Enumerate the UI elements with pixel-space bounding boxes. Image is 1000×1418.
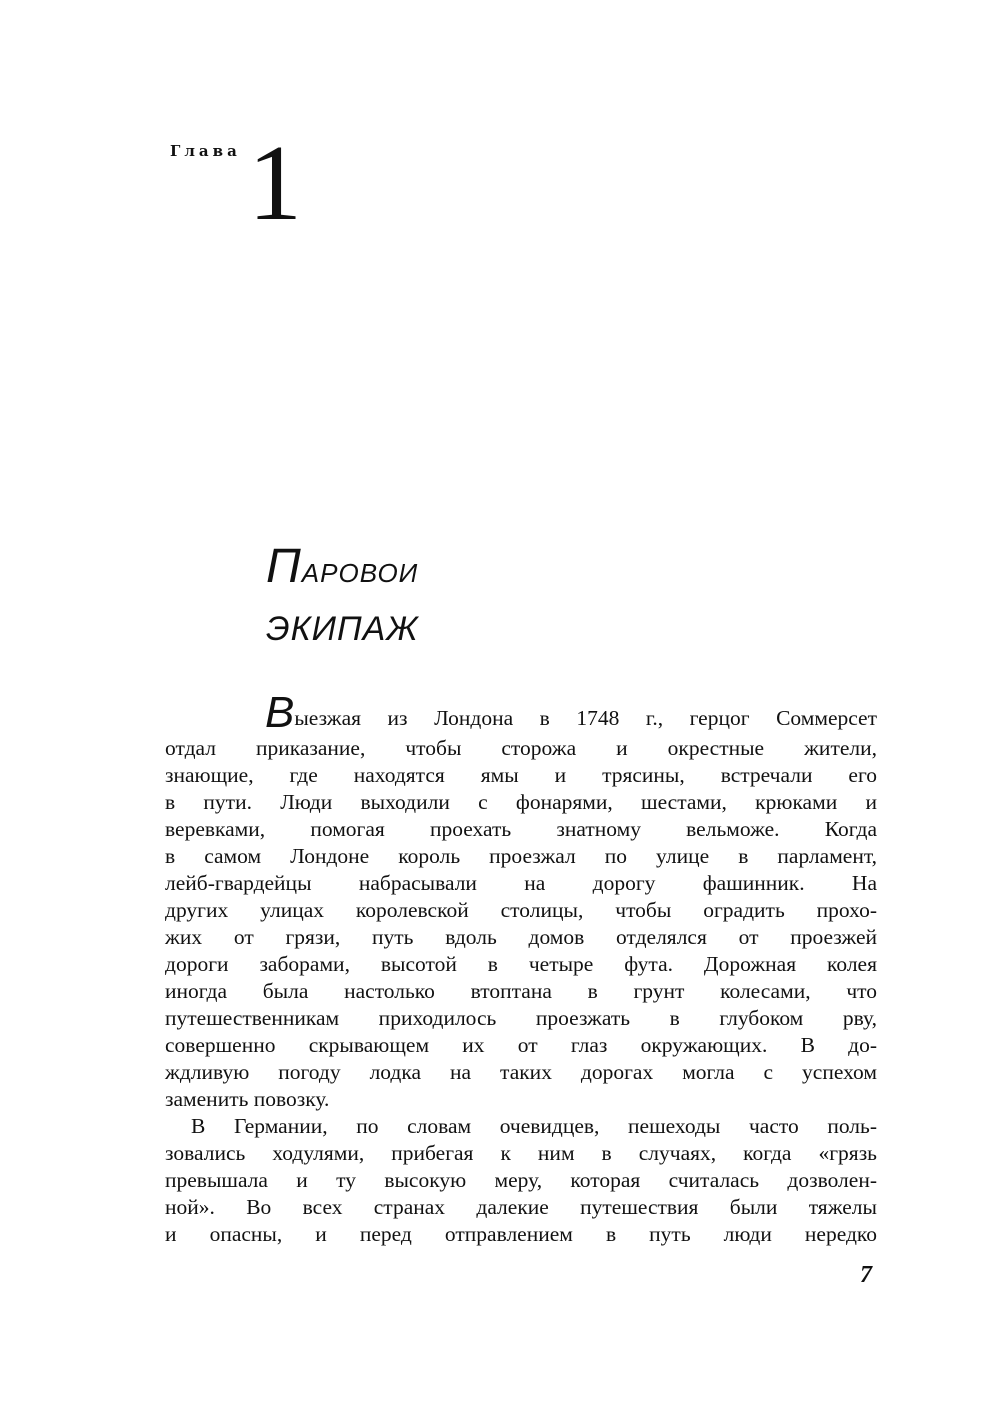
paragraph-1-line: знающие, где находятся ямы и трясины, встречали его <box>165 763 877 787</box>
paragraph-1-line: в пути. Люди выходили с фонарями, шестами, крюками и <box>165 790 877 814</box>
page-number: 7 <box>860 1262 872 1288</box>
paragraph-1-line: веревками, помогая проехать знатному вельможе. Когда <box>165 817 877 841</box>
paragraph-1-line: заменить повозку. <box>165 1087 330 1111</box>
drop-cap: В <box>265 688 295 737</box>
chapter-title-rest: аровои <box>301 549 419 590</box>
paragraph-1-line: иногда была настолько втоптана в грунт колесами, что <box>165 979 877 1003</box>
paragraph-1-line: других улицах королевской столицы, чтобы оградить прохо- <box>165 898 877 922</box>
paragraph-1-line: путешественникам приходилось проезжать в глубоком рву, <box>165 1006 877 1030</box>
paragraph-2-line: превышала и ту высокую меру, которая считалась дозволен- <box>165 1168 877 1192</box>
paragraph-1-line-1 <box>165 688 877 737</box>
body-text <box>165 688 877 1248</box>
paragraph-1-line-1-text: ыезжая из Лондона в 1748 г., герцог Соммерсет <box>294 706 877 730</box>
chapter-title-initial: П <box>266 540 302 593</box>
paragraph-1-line: дороги заборами, высотой в четыре фута. Дорожная колея <box>165 952 877 976</box>
paragraph-2-line: В Германии, по словам очевидцев, пешеходы часто поль- <box>191 1114 877 1138</box>
paragraph-1-line: в самом Лондоне король проезжал по улице в парламент, <box>165 844 877 868</box>
paragraph-2-line: ной». Во всех странах далекие путешествия были тяжелы <box>165 1195 877 1219</box>
chapter-title-line-2: ЭКИПАЖ <box>266 610 419 648</box>
paragraph-2-line: и опасны, и перед отправлением в путь люди нередко <box>165 1222 877 1246</box>
chapter-number: 1 <box>248 124 302 243</box>
paragraph-1-line: совершенно скрывающем их от глаз окружающих. В до- <box>165 1033 877 1057</box>
paragraph-1-line: жих от грязи, путь вдоль домов отделялся от проезжей <box>165 925 877 949</box>
chapter-title-line-1 <box>266 542 418 595</box>
paragraph-2-line: зовались ходулями, прибегая к ним в случаях, когда «грязь <box>165 1141 877 1165</box>
paragraph-1-line: ждливую погоду лодка на таких дорогах могла с успехом <box>165 1060 877 1084</box>
chapter-label: Глава <box>170 142 241 160</box>
paragraph-1-line: лейб-гвардейцы набрасывали на дорогу фашинник. На <box>165 871 877 895</box>
paragraph-1-line: отдал приказание, чтобы сторожа и окрестные жители, <box>165 736 877 760</box>
